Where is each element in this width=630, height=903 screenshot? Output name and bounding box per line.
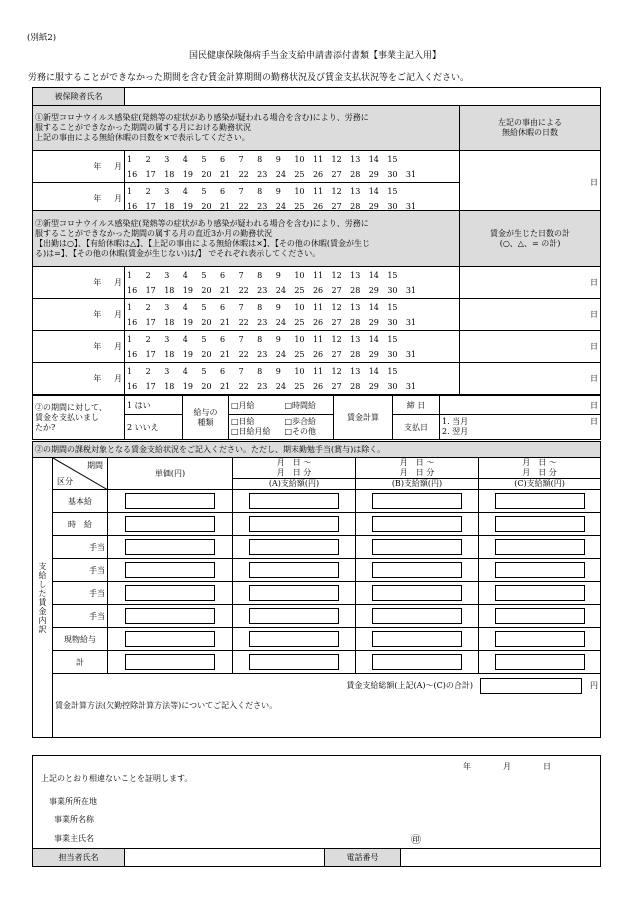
amount-input[interactable] [495, 608, 585, 624]
day-number[interactable]: 18 [164, 317, 175, 327]
certification-box [33, 756, 601, 849]
day-number[interactable]: 21 [219, 349, 231, 359]
amount-input[interactable] [125, 631, 215, 647]
day-number[interactable]: 2 [145, 334, 151, 344]
day-number[interactable]: 3 [164, 302, 170, 312]
day-number[interactable]: 19 [182, 201, 193, 211]
day-number[interactable]: 27 [331, 317, 342, 327]
day-number[interactable]: 26 [312, 169, 324, 179]
day-number[interactable]: 20 [201, 317, 212, 327]
day-number[interactable]: 28 [350, 285, 361, 295]
day-number[interactable]: 5 [201, 334, 207, 344]
paid-days-field[interactable]: 日 [460, 331, 601, 363]
row-label: 計 [53, 651, 108, 674]
day-number[interactable]: 12 [331, 334, 342, 344]
day-grid[interactable] [125, 299, 460, 331]
work-status-table-2 [32, 210, 601, 395]
contact-label: 担当者氏名 [33, 849, 125, 867]
amount-input[interactable] [495, 493, 585, 509]
day-number[interactable]: 2 [145, 154, 151, 164]
day-number[interactable]: 19 [182, 169, 193, 179]
day-number[interactable]: 8 [257, 334, 263, 344]
side-label-cell [33, 458, 53, 738]
month-label[interactable]: 年 月 [33, 151, 125, 183]
day-number[interactable]: 4 [182, 302, 188, 312]
day-number[interactable]: 3 [164, 186, 170, 196]
question-1: ①新型コロナウイルス感染症(発熱等の症状があり感染が疑われる場合を含む)により、労務に 服することができなかった期間の属する月における勤務状況 上記の事由による無給休暇の日数を×で表示してください。 [33, 106, 460, 151]
day-number[interactable]: 24 [275, 317, 286, 327]
amount-input[interactable] [495, 654, 585, 670]
amount-input[interactable] [372, 516, 462, 532]
day-number[interactable]: 8 [257, 366, 263, 376]
day-number[interactable]: 2 [145, 302, 151, 312]
unpaid-leave-header: 左記の事由による 無給休暇の日数 [460, 106, 601, 151]
day-number[interactable]: 30 [387, 285, 398, 295]
day-number[interactable]: 21 [219, 285, 231, 295]
month-label[interactable]: 年 月 [33, 363, 125, 395]
day-number[interactable]: 9 [275, 270, 281, 280]
day-number[interactable]: 8 [257, 302, 263, 312]
day-number[interactable]: 13 [350, 154, 361, 164]
amount-input[interactable] [495, 631, 585, 647]
paid-days-header: 賃金が生じた日数の計 (○、△、= の計) [460, 211, 601, 267]
day-number[interactable]: 4 [182, 366, 188, 376]
day-number[interactable]: 18 [164, 285, 175, 295]
day-number[interactable]: 28 [350, 201, 361, 211]
month-label[interactable]: 年 月 [33, 183, 125, 215]
day-number[interactable]: 27 [331, 381, 342, 391]
amount-input[interactable] [372, 585, 462, 601]
day-number[interactable]: 15 [387, 366, 398, 376]
day-number[interactable]: 1 [127, 334, 133, 344]
day-number[interactable]: 20 [201, 381, 212, 391]
unpaid-leave-days[interactable]: 日 [460, 151, 601, 215]
month-label[interactable]: 年 月 [33, 267, 125, 299]
day-number[interactable]: 22 [238, 201, 249, 211]
amount-input[interactable] [372, 539, 462, 555]
total-row [233, 674, 601, 698]
row-label: 基本給 [53, 490, 108, 513]
row-label: 時 給 [53, 513, 108, 536]
day-number[interactable]: 19 [182, 317, 193, 327]
row-label: 手当 [53, 605, 108, 628]
day-number[interactable]: 24 [275, 381, 286, 391]
day-number[interactable]: 6 [219, 186, 226, 196]
company-name-label: 事業所名称 [54, 815, 94, 824]
total-label: 賃金支給総額(上記(A)～(C)の合計) [346, 680, 473, 690]
day-number[interactable]: 18 [164, 169, 175, 179]
day-number[interactable]: 16 [127, 169, 138, 179]
day-number[interactable]: 16 [127, 317, 138, 327]
day-number[interactable]: 25 [294, 381, 305, 391]
day-number[interactable]: 6 [219, 154, 226, 164]
day-number[interactable]: 30 [387, 349, 398, 359]
opt-monthly[interactable]: □月給 [229, 396, 283, 415]
day-number[interactable]: 4 [182, 186, 188, 196]
day-number[interactable]: 27 [331, 349, 342, 359]
day-number[interactable]: 30 [387, 381, 398, 391]
day-number[interactable]: 2 [145, 270, 151, 280]
amount-input[interactable] [495, 539, 585, 555]
day-number[interactable]: 3 [164, 270, 170, 280]
day-number[interactable]: 7 [238, 186, 244, 196]
day-number[interactable]: 23 [257, 317, 268, 327]
day-number[interactable]: 22 [238, 349, 249, 359]
day-number[interactable]: 29 [368, 349, 379, 359]
day-number[interactable]: 14 [368, 366, 379, 376]
day-number[interactable]: 31 [405, 349, 417, 359]
address-label: 事業所所在地 [49, 797, 97, 806]
day-number[interactable]: 21 [219, 381, 231, 391]
day-number[interactable]: 23 [257, 201, 268, 211]
day-number[interactable]: 10 [294, 186, 305, 196]
day-number[interactable]: 28 [350, 381, 361, 391]
day-number[interactable]: 31 [405, 317, 417, 327]
day-number[interactable]: 4 [182, 334, 188, 344]
amount-input[interactable] [125, 585, 215, 601]
day-number[interactable]: 31 [405, 381, 417, 391]
owner-name-label: 事業主氏名 [54, 834, 94, 843]
day-number[interactable]: 7 [238, 270, 244, 280]
day-number[interactable]: 29 [368, 169, 379, 179]
day-number[interactable]: 10 [294, 302, 305, 312]
day-number[interactable]: 25 [294, 285, 305, 295]
day-number[interactable]: 26 [312, 349, 324, 359]
day-number[interactable]: 17 [145, 381, 156, 391]
category-label: 区分 [57, 477, 73, 486]
day-number[interactable]: 26 [312, 285, 324, 295]
day-number[interactable]: 18 [164, 201, 175, 211]
day-number[interactable]: 11 [312, 366, 324, 376]
amount-input[interactable] [249, 516, 339, 532]
day-number[interactable]: 17 [145, 169, 156, 179]
day-number[interactable]: 17 [145, 317, 156, 327]
day-number[interactable]: 25 [294, 201, 305, 211]
paid-days-field[interactable]: 日 [460, 299, 601, 331]
day-number[interactable]: 13 [350, 334, 361, 344]
breakdown-header: ②の期間の課税対象となる賃金支給状況をご記入ください。ただし、期末勤勉手当(賞与)は除く。 [33, 442, 601, 458]
day-number[interactable]: 24 [275, 201, 286, 211]
day-number[interactable]: 3 [164, 366, 170, 376]
amount-input[interactable] [125, 654, 215, 670]
insured-name-label: 被保険者氏名 [33, 88, 125, 106]
day-number[interactable]: 25 [294, 349, 305, 359]
closing-day-field[interactable]: 日 [440, 396, 601, 415]
day-number[interactable]: 24 [275, 285, 286, 295]
amount-input[interactable] [249, 654, 339, 670]
day-number[interactable]: 31 [405, 285, 417, 295]
day-number[interactable]: 15 [387, 270, 398, 280]
certify-date[interactable]: 年 月 日 [463, 762, 551, 771]
day-number[interactable]: 5 [201, 154, 207, 164]
day-number[interactable]: 1 [127, 366, 133, 376]
day-number[interactable]: 8 [257, 154, 263, 164]
amount-input[interactable] [125, 539, 215, 555]
day-number[interactable]: 27 [331, 169, 342, 179]
day-number[interactable]: 30 [387, 317, 398, 327]
pay-type-label: 給与の 種類 [183, 396, 229, 440]
contact-field[interactable] [125, 849, 325, 867]
day-number[interactable]: 9 [275, 302, 281, 312]
month-label[interactable]: 年 月 [33, 299, 125, 331]
day-number[interactable]: 13 [350, 302, 361, 312]
day-number[interactable]: 12 [331, 270, 342, 280]
day-number[interactable]: 16 [127, 349, 138, 359]
day-number[interactable]: 17 [145, 201, 156, 211]
day-number[interactable]: 15 [387, 154, 398, 164]
certification-table [32, 755, 601, 867]
day-number[interactable]: 5 [201, 302, 207, 312]
day-grid[interactable] [125, 363, 460, 395]
day-number[interactable]: 20 [201, 285, 212, 295]
day-number[interactable]: 21 [219, 169, 231, 179]
month-label[interactable]: 年 月 [33, 331, 125, 363]
day-number[interactable]: 22 [238, 317, 249, 327]
pay-options-right[interactable]: □歩合給 □その他 [283, 415, 334, 440]
day-number[interactable]: 14 [368, 186, 379, 196]
day-number[interactable]: 19 [182, 285, 193, 295]
day-number[interactable]: 20 [201, 201, 212, 211]
day-number[interactable]: 11 [312, 302, 324, 312]
day-number[interactable]: 9 [275, 334, 281, 344]
amount-input[interactable] [249, 539, 339, 555]
day-number[interactable]: 28 [350, 349, 361, 359]
opt-hourly[interactable]: □時間給 [283, 396, 334, 415]
day-number[interactable]: 12 [331, 186, 342, 196]
day-number[interactable]: 6 [219, 366, 226, 376]
day-number[interactable]: 22 [238, 169, 249, 179]
paid-days-field[interactable]: 日 [460, 363, 601, 395]
phone-label: 電話番号 [325, 849, 401, 867]
day-number[interactable]: 13 [350, 186, 361, 196]
day-number[interactable]: 24 [275, 349, 286, 359]
day-number[interactable]: 30 [387, 169, 398, 179]
day-number[interactable]: 7 [238, 154, 244, 164]
day-number[interactable]: 12 [331, 154, 342, 164]
row-label: 手当 [53, 559, 108, 582]
day-number[interactable]: 15 [387, 186, 398, 196]
day-number[interactable]: 23 [257, 169, 268, 179]
day-number[interactable]: 1 [127, 154, 133, 164]
day-number[interactable]: 23 [257, 285, 268, 295]
day-number[interactable]: 19 [182, 381, 193, 391]
day-number[interactable]: 26 [312, 381, 324, 391]
no-option[interactable]: 2 いいえ [125, 415, 183, 440]
day-number[interactable]: 1 [127, 302, 133, 312]
day-number[interactable]: 7 [238, 366, 244, 376]
question-2: ②新型コロナウイルス感染症(発熱等の症状があり感染が疑われる場合を含む)により、労務に 服することができなかった期間の属する月の直近3か月の勤務状況 【出勤は○】、【有給休暇は△】、【上記の事由による無給休暇は×】、【その他の休暇(賃金が生じ る)は=】、【その他の休暇(賃金が生じない)は/】 でそれぞれ表示してください。 [33, 211, 460, 267]
day-number[interactable]: 10 [294, 334, 305, 344]
day-number[interactable]: 26 [312, 201, 324, 211]
day-number[interactable]: 20 [201, 169, 212, 179]
unit-price-header: 単価(円) [108, 458, 233, 490]
day-number[interactable]: 7 [238, 334, 244, 344]
row-label: 手当 [53, 582, 108, 605]
day-number[interactable]: 16 [127, 285, 138, 295]
day-number[interactable]: 9 [275, 154, 281, 164]
paid-days-field[interactable]: 日 [460, 267, 601, 299]
amount-input[interactable] [372, 608, 462, 624]
day-number[interactable]: 19 [182, 349, 193, 359]
day-number[interactable]: 5 [201, 366, 207, 376]
day-number[interactable]: 12 [331, 366, 342, 376]
day-number[interactable]: 15 [387, 302, 398, 312]
amount-input[interactable] [125, 608, 215, 624]
work-status-table-1 [32, 87, 601, 215]
day-number[interactable]: 23 [257, 381, 268, 391]
certify-statement: 上記のとおり相違ないことを証明します。 [41, 774, 193, 783]
day-number[interactable]: 24 [275, 169, 286, 179]
day-number[interactable]: 6 [219, 334, 226, 344]
day-number[interactable]: 10 [294, 366, 305, 376]
calc-method-field[interactable]: 賃金計算方法(欠勤控除計算方法等)についてご記入ください。 [53, 698, 601, 738]
day-number[interactable]: 12 [331, 302, 342, 312]
intro-text: 労務に服することができなかった期間を含む賃金計算期間の勤務状況及び賃金支払状況等をご記入ください。 [28, 73, 470, 83]
day-number[interactable]: 14 [368, 270, 379, 280]
day-number[interactable]: 31 [405, 169, 417, 179]
day-number[interactable]: 29 [368, 381, 379, 391]
day-grid[interactable] [125, 331, 460, 363]
amount-input[interactable] [495, 516, 585, 532]
day-number[interactable]: 17 [145, 349, 156, 359]
day-number[interactable]: 31 [405, 201, 417, 211]
day-number[interactable]: 10 [294, 154, 305, 164]
day-number[interactable]: 11 [312, 154, 324, 164]
document-title: 国民健康保険傷病手当金支給申請書添付書類【事業主記入用】 [188, 51, 441, 61]
insured-name-field[interactable] [125, 88, 601, 106]
day-number[interactable]: 15 [387, 334, 398, 344]
amount-input[interactable] [125, 493, 215, 509]
day-number[interactable]: 14 [368, 154, 379, 164]
day-number[interactable]: 25 [294, 317, 305, 327]
day-number[interactable]: 16 [127, 201, 138, 211]
day-number[interactable]: 9 [275, 186, 281, 196]
wage-paid-question: ②の期間に対して、 賃金を支払いまし たか? [33, 396, 125, 440]
yes-option[interactable]: 1 はい [125, 396, 183, 415]
day-number[interactable]: 11 [312, 270, 324, 280]
amount-input[interactable] [249, 585, 339, 601]
day-number[interactable]: 22 [238, 285, 249, 295]
day-number[interactable]: 16 [127, 381, 138, 391]
day-number[interactable]: 21 [219, 317, 231, 327]
day-number[interactable]: 18 [164, 381, 175, 391]
col-c-header[interactable]: 月 日 ～ 月 日 分 (C)支給額(円) [479, 458, 601, 490]
day-number[interactable]: 8 [257, 186, 263, 196]
day-number[interactable]: 2 [145, 366, 151, 376]
day-grid[interactable] [125, 151, 460, 183]
payday-label: 支払日 [393, 415, 440, 440]
day-number[interactable]: 3 [164, 334, 170, 344]
day-number[interactable]: 6 [219, 270, 226, 280]
day-number[interactable]: 18 [164, 349, 175, 359]
side-label: 支給した賃金内訳 [38, 561, 47, 634]
day-number[interactable]: 29 [368, 317, 379, 327]
pay-options-left[interactable]: □日給 □日給月給 [229, 415, 283, 440]
day-number[interactable]: 1 [127, 270, 133, 280]
period-label: 期間 [87, 461, 103, 470]
day-number[interactable]: 6 [219, 302, 226, 312]
day-number[interactable]: 9 [275, 366, 281, 376]
day-number[interactable]: 25 [294, 169, 305, 179]
amount-input[interactable] [125, 562, 215, 578]
day-number[interactable]: 27 [331, 285, 342, 295]
day-number[interactable]: 28 [350, 169, 361, 179]
amount-input[interactable] [249, 493, 339, 509]
total-input[interactable] [480, 678, 582, 694]
day-number[interactable]: 14 [368, 302, 379, 312]
row-label: 現物給与 [53, 628, 108, 651]
day-number[interactable]: 7 [238, 302, 244, 312]
day-number[interactable]: 13 [350, 270, 361, 280]
day-number[interactable]: 30 [387, 201, 398, 211]
amount-input[interactable] [125, 516, 215, 532]
day-number[interactable]: 11 [312, 334, 324, 344]
day-number[interactable]: 5 [201, 186, 207, 196]
day-number[interactable]: 5 [201, 270, 207, 280]
amount-input[interactable] [495, 562, 585, 578]
seal-icon: ㊞ [411, 835, 421, 846]
day-number[interactable]: 4 [182, 270, 188, 280]
amount-input[interactable] [249, 631, 339, 647]
day-number[interactable]: 11 [312, 186, 324, 196]
day-number[interactable]: 22 [238, 381, 249, 391]
day-number[interactable]: 23 [257, 349, 268, 359]
day-number[interactable]: 13 [350, 366, 361, 376]
amount-input[interactable] [372, 654, 462, 670]
day-number[interactable]: 2 [145, 186, 151, 196]
col-a-header[interactable]: 月 日 ～ 月 日 分 (A)支給額(円) [233, 458, 356, 490]
day-number[interactable]: 20 [201, 349, 212, 359]
amount-input[interactable] [249, 608, 339, 624]
wage-payment-table [32, 395, 601, 440]
day-number[interactable]: 1 [127, 186, 133, 196]
appendix-label: (別紙2) [27, 33, 57, 43]
day-number[interactable]: 21 [219, 201, 231, 211]
day-number[interactable]: 8 [257, 270, 263, 280]
day-number[interactable]: 28 [350, 317, 361, 327]
day-number[interactable]: 3 [164, 154, 170, 164]
amount-input[interactable] [249, 562, 339, 578]
day-number[interactable]: 27 [331, 201, 342, 211]
day-number[interactable]: 29 [368, 201, 379, 211]
amount-input[interactable] [495, 585, 585, 601]
period-category-cell [53, 458, 108, 490]
day-number[interactable]: 26 [312, 317, 324, 327]
wage-breakdown-table [32, 441, 601, 738]
amount-input[interactable] [372, 562, 462, 578]
col-b-header[interactable]: 月 日 ～ 月 日 分 (B)支給額(円) [356, 458, 479, 490]
day-number[interactable]: 4 [182, 154, 188, 164]
row-label: 手当 [53, 536, 108, 559]
day-number[interactable]: 14 [368, 334, 379, 344]
amount-input[interactable] [372, 493, 462, 509]
day-number[interactable]: 10 [294, 270, 305, 280]
payday-field[interactable]: 1. 当月 日 2. 翌月 [440, 415, 601, 440]
closing-label: 締 日 [393, 396, 440, 415]
phone-field[interactable] [401, 849, 601, 867]
day-number[interactable]: 17 [145, 285, 156, 295]
day-grid[interactable] [125, 267, 460, 299]
day-number[interactable]: 29 [368, 285, 379, 295]
wage-calc-label: 賃金計算 [334, 396, 393, 440]
amount-input[interactable] [372, 631, 462, 647]
yen-unit: 円 [590, 680, 599, 690]
